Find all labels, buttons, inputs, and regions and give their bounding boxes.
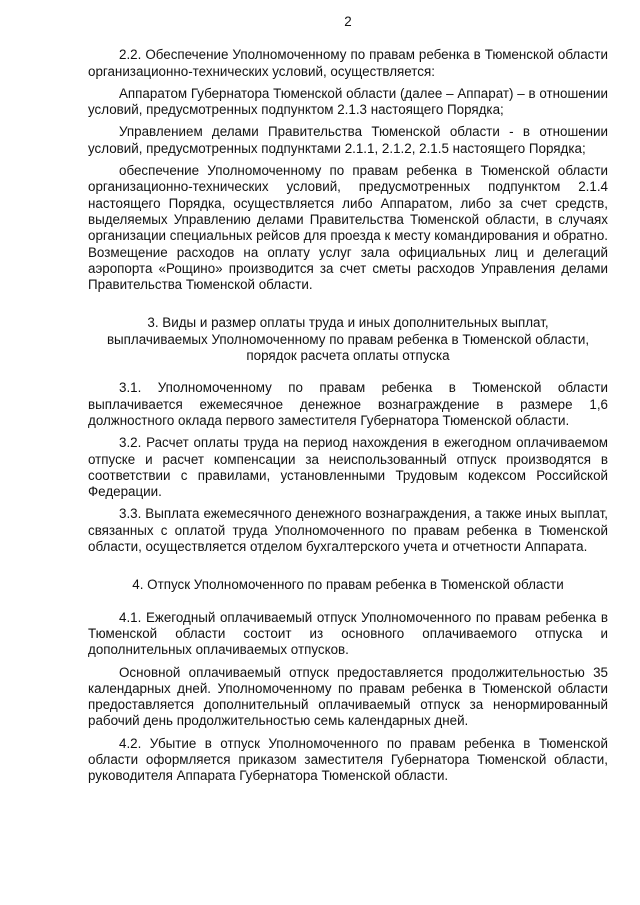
paragraph-obespechenie: обеспечение Уполномоченному по правам ребенка в Тюменской области организационно-технических условий, предусмотренных подпунктом 2.1.4 настоящего Порядка, осуществляется либо Аппаратом, либо за счет средств, выделяемых Управлению делами Правительства Тюменской области, в случаях организации специальных рейсов для проезда к месту командирования и обратно. Возмещение расходов на оплату услуг зала официальных лиц и делегаций аэропорта «Рощино» производится за счет сметы расходов Управления делами Правительства Тюменской области. xyxy=(88,163,608,293)
document-page xyxy=(88,14,608,785)
paragraph-4-2: 4.2. Убытие в отпуск Уполномоченного по правам ребенка в Тюменской области оформляется приказом заместителя Губернатора Тюменской области, руководителя Аппарата Губернатора Тюменской области. xyxy=(88,735,608,784)
paragraph-4-1: 4.1. Ежегодный оплачиваемый отпуск Уполномоченного по правам ребенка в Тюменской области состоит из основного оплачиваемого отпуска и дополнительных оплачиваемых отпусков. xyxy=(88,609,608,658)
section-3-heading xyxy=(88,315,608,364)
section-3-heading-line-2: выплачиваемых Уполномоченному по правам ребенка в Тюменской области, xyxy=(106,331,590,347)
paragraph-3-2: 3.2. Расчет оплаты труда на период нахождения в ежегодном оплачиваемом отпуске и расчет компенсации за неиспользованный отпуск производятся в соответствии с правилами, установленными Трудовым кодексом Российской Федерации. xyxy=(88,435,608,500)
paragraph-3-3: 3.3. Выплата ежемесячного денежного вознаграждения, а также иных выплат, связанных с оплатой труда Уполномоченного по правам ребенка в Тюменской области, осуществляется отделом бухгалтерского учета и отчетности Аппарата. xyxy=(88,506,608,555)
section-3-heading-line-1: 3. Виды и размер оплаты труда и иных дополнительных выплат, xyxy=(147,315,549,331)
paragraph-upravlenie: Управлением делами Правительства Тюменской области - в отношении условий, предусмотренных подпунктами 2.1.1, 2.1.2, 2.1.5 настоящего Порядка; xyxy=(88,124,608,156)
paragraph-2-2: 2.2. Обеспечение Уполномоченному по правам ребенка в Тюменской области организационно-технических условий, осуществляется: xyxy=(88,47,608,79)
section-3-heading-line-3: порядок расчета оплаты отпуска xyxy=(246,348,450,364)
paragraph-3-1: 3.1. Уполномоченному по правам ребенка в Тюменской области выплачивается ежемесячное денежное вознаграждение в размере 1,6 должностного оклада первого заместителя Губернатора Тюменской области. xyxy=(88,380,608,428)
paragraph-apparat: Аппаратом Губернатора Тюменской области (далее – Аппарат) – в отношении условий, предусмотренных подпунктом 2.1.3 настоящего Порядка; xyxy=(88,85,608,118)
paragraph-osnovnoy-otpusk: Основной оплачиваемый отпуск предоставляется продолжительностью 35 календарных дней. Уполномоченному по правам ребенка в Тюменской области предоставляется дополнительный оплачиваемый отпуск за ненормированный рабочий день продолжительностью семь календарных дней. xyxy=(88,664,608,729)
page-number: 2 xyxy=(344,14,352,29)
section-4-heading: 4. Отпуск Уполномоченного по правам ребенка в Тюменской области xyxy=(132,577,564,593)
